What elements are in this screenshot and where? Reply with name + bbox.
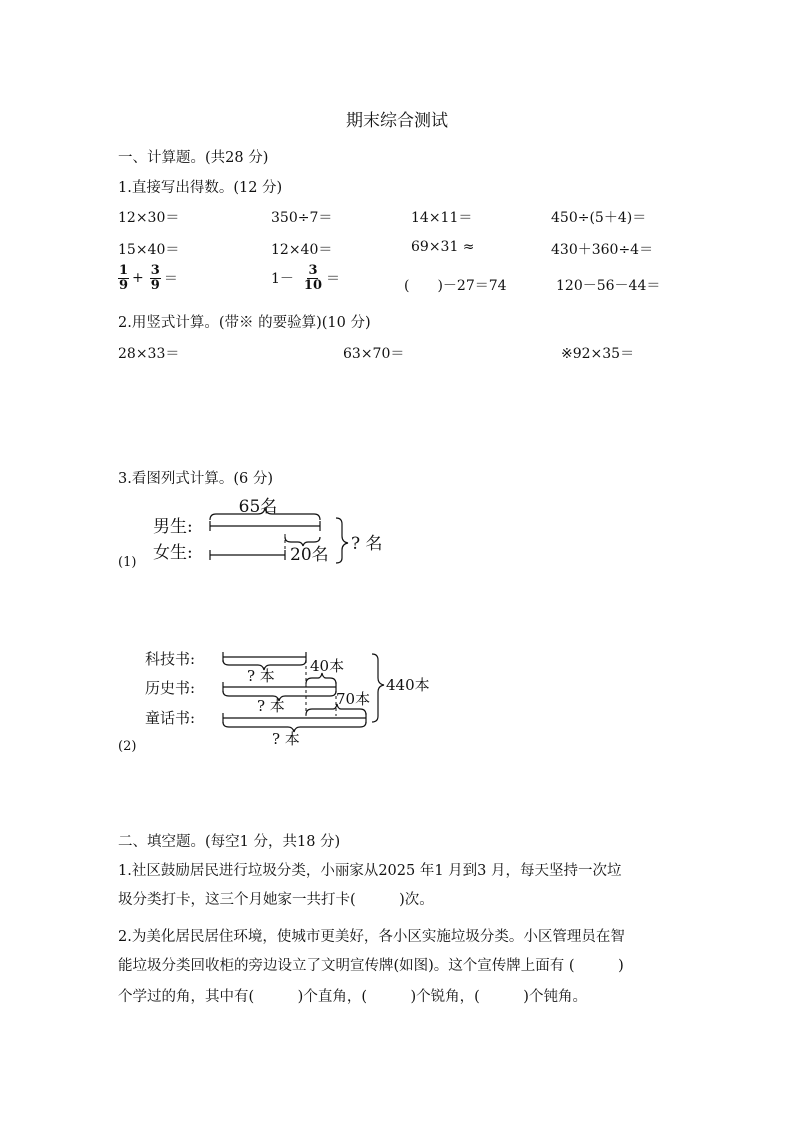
calc-item: 69×31 ≈ [411, 239, 475, 255]
vertical-calc-item: 28×33＝ [118, 346, 180, 362]
sci-segment [223, 652, 306, 662]
story-segment [223, 713, 366, 723]
fill-q2-line2: 能垃圾分类回收柜的旁边设立了文明宣传牌(如图)。这个宣传牌上面有 ( ) [118, 958, 624, 974]
plus-sign: + [132, 270, 144, 287]
girl-segment [210, 550, 285, 560]
question-label: ? 名 [351, 534, 383, 554]
figure-label: (1) [118, 555, 137, 570]
q3-heading: 3.看图列式计算。(6 分) [118, 471, 273, 487]
fraction: $\frac{1}{9}$ [119, 263, 129, 293]
calc-item: 12×40＝ [271, 242, 333, 258]
fill-q1-line2: 圾分类打卡，这三个月她家一共打卡( )次。 [118, 892, 434, 908]
calc-item: 15×40＝ [118, 242, 180, 258]
girl-label: 女生: [153, 543, 193, 563]
vertical-calc-item: 63×70＝ [343, 346, 405, 362]
equals-sign: ＝ [326, 271, 341, 288]
q2-heading: 2.用竖式计算。(带※ 的要验算)(10 分) [118, 315, 371, 331]
unknown-3: ? 本 [272, 730, 300, 748]
fraction-sum-item [118, 264, 178, 292]
calc-item: 450÷(5＋4)＝ [551, 210, 647, 226]
diff-40: 40本 [310, 657, 345, 675]
calc-item: 14×11＝ [411, 210, 473, 226]
fraction: $\frac{3}{10}$ [303, 263, 323, 293]
figure-label: (2) [118, 739, 137, 754]
fraction: $\frac{3}{9}$ [150, 263, 160, 293]
calc-item: 120－56－44＝ [556, 278, 661, 294]
blank-equation: ( )－27＝74 [404, 278, 507, 294]
calc-item: 350÷7＝ [271, 210, 333, 226]
minuend: 1－ [271, 271, 294, 288]
fill-q2-line1: 2.为美化居民居住环境，使城市更美好，各小区实施垃圾分类。小区管理员在智 [118, 929, 625, 945]
boy-segment [210, 521, 320, 531]
unknown-1: ? 本 [247, 667, 275, 685]
boy-label: 男生: [153, 517, 193, 537]
history-segment [223, 682, 336, 692]
brace-total [372, 654, 384, 722]
section2-heading: 二、填空题。(每空1 分，共18 分) [118, 834, 341, 850]
unknown-2: ? 本 [257, 697, 285, 715]
history-book-label: 历史书: [145, 679, 196, 697]
vertical-calc-item: ※92×35＝ [561, 346, 635, 362]
story-book-label: 童话书: [145, 709, 196, 727]
q1-heading: 1.直接写出得数。(12 分) [118, 180, 283, 196]
fraction-diff-item [271, 264, 340, 292]
equals-sign: ＝ [163, 271, 178, 288]
calc-item: 430＋360÷4＝ [551, 242, 654, 258]
section1-heading: 一、计算题。(共28 分) [118, 150, 269, 166]
calc-item: 12×30＝ [118, 210, 180, 226]
page-title: 期末综合测试 [346, 111, 448, 131]
total-440: 440本 [386, 676, 430, 694]
fill-q2-line3: 个学过的角，其中有( )个直角，( )个锐角，( )个钝角。 [118, 989, 587, 1005]
segment-diagram-1 [110, 490, 410, 580]
fill-q1-line1: 1.社区鼓励居民进行垃圾分类，小丽家从2025 年1 月到3 月，每天坚持一次垃 [118, 863, 622, 879]
segment-diagram-2 [110, 640, 450, 760]
total-label: 65名 [238, 497, 278, 517]
brace-right [336, 518, 348, 563]
diff-70: 70本 [336, 690, 371, 708]
sci-book-label: 科技书: [145, 650, 196, 668]
diff-label: 20名 [290, 545, 329, 565]
